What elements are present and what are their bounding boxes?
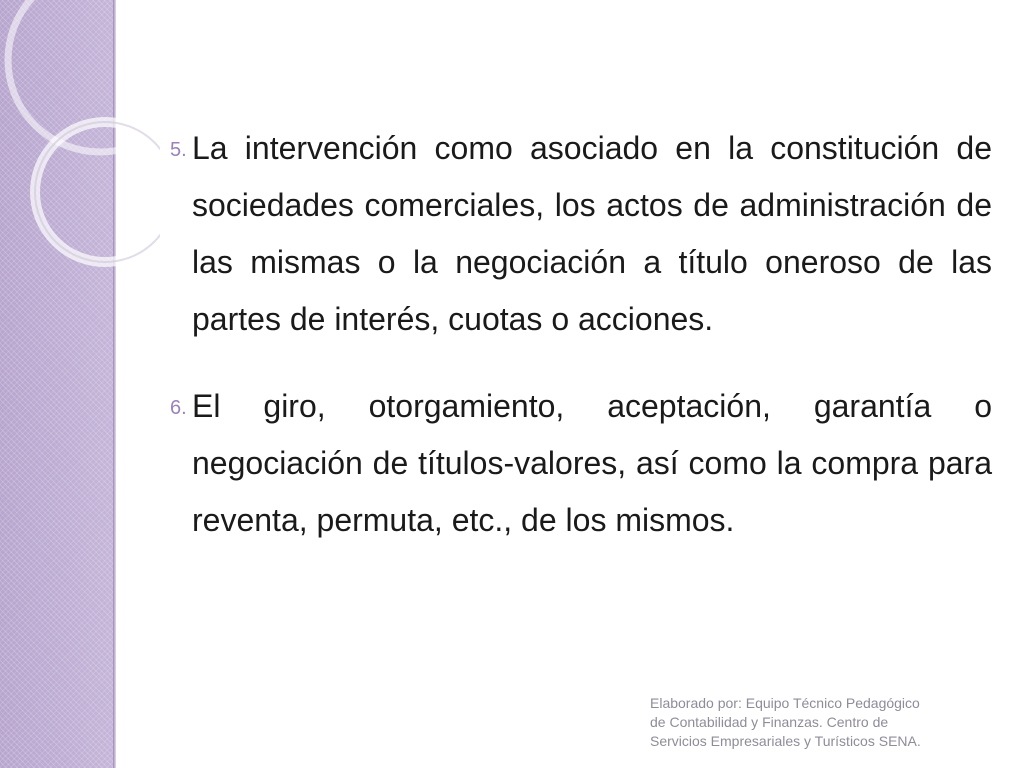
list-item-text: La intervención como asociado en la constitución de sociedades comerciales, los actos de administración de las mismas o la negociación a título oneroso de las partes de interés, cuotas o acciones. (192, 130, 992, 337)
list-item-number: 6. (170, 397, 187, 419)
slide-content (170, 120, 992, 549)
author-credit (650, 694, 970, 751)
author-credit-line: de Contabilidad y Finanzas. Centro de (650, 714, 889, 730)
author-credit-line: Elaborado por: Equipo Técnico Pedagógico (650, 695, 920, 711)
list-item-6 (170, 378, 992, 549)
list-item-5 (170, 120, 992, 348)
author-credit-line: Servicios Empresariales y Turísticos SENA. (650, 733, 921, 749)
list-item-text: El giro, otorgamiento, aceptación, garantía o negociación de títulos-valores, así como la compra para reventa, permuta, etc., de los mismos. (192, 388, 992, 538)
list-item-number: 5. (170, 139, 187, 161)
decorative-rings (0, 0, 160, 320)
